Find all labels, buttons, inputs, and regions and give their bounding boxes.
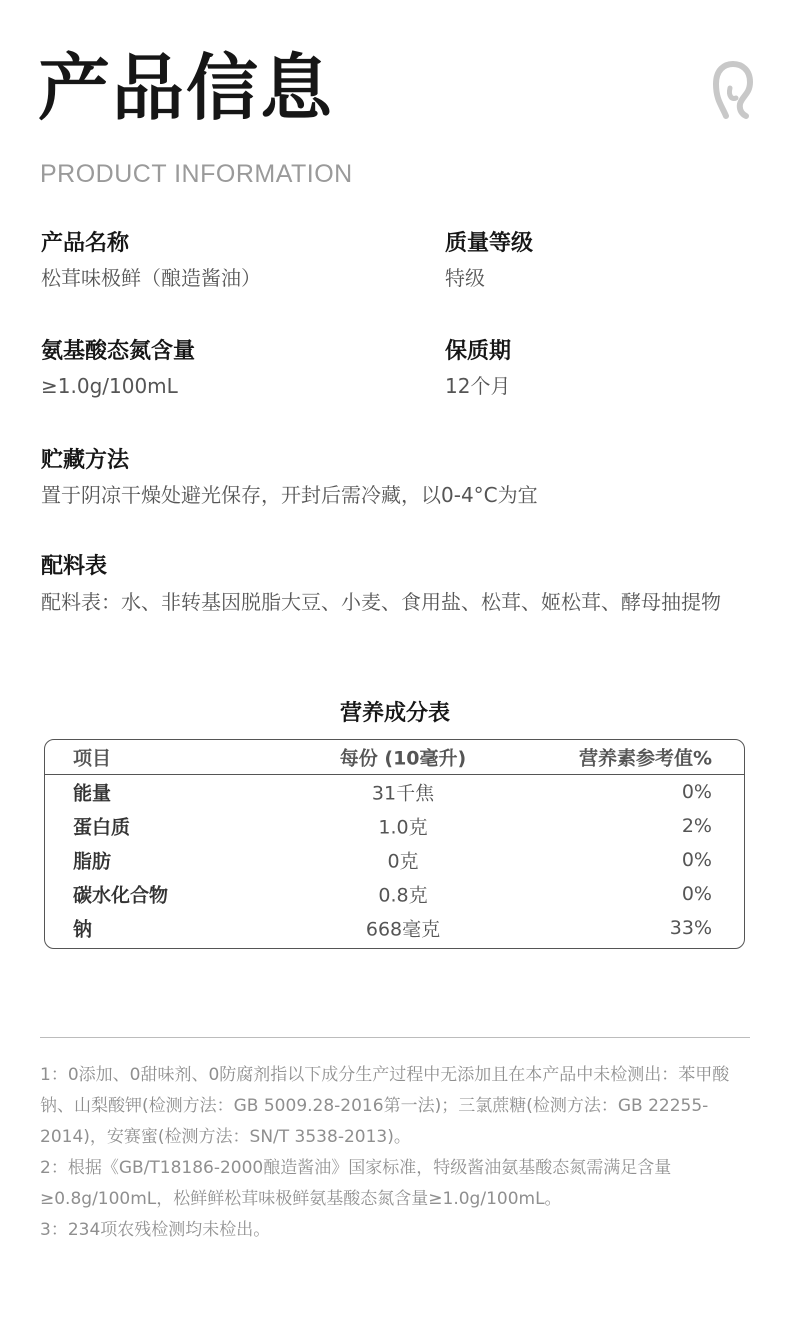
table-row	[45, 775, 744, 809]
row-per-serving: 0克	[387, 850, 419, 873]
product-name-label: 产品名称	[41, 231, 130, 256]
shelf-life-field	[445, 337, 511, 401]
row-per-serving: 31千焦	[371, 782, 435, 805]
amino-nitrogen-value: ≥1.0g/100mL	[41, 374, 178, 398]
header-nrv: 营养素参考值%	[578, 747, 712, 770]
row-item: 钠	[73, 918, 93, 941]
brand-logo-icon	[712, 60, 754, 120]
product-name-value: 松茸味极鲜（酿造酱油）	[41, 266, 261, 290]
row-per-serving: 668毫克	[365, 918, 441, 941]
page-subtitle: PRODUCT INFORMATION	[40, 160, 353, 188]
footnote-divider	[40, 1037, 750, 1038]
table-row	[45, 809, 744, 843]
grade-field	[445, 229, 533, 293]
shelf-life-label: 保质期	[445, 339, 512, 364]
page-title: 产品信息	[38, 46, 335, 130]
ingredients-field	[41, 552, 753, 618]
shelf-life-value: 12个月	[445, 374, 511, 398]
row-item: 脂肪	[73, 850, 112, 873]
table-row	[45, 843, 744, 877]
footnote-3: 3：234项农残检测均未检出。	[40, 1220, 271, 1240]
table-row	[45, 911, 744, 945]
storage-value: 置于阴凉干燥处避光保存，开封后需冷藏，以0-4°C为宜	[41, 483, 538, 507]
row-nrv: 0%	[681, 781, 712, 803]
amino-nitrogen-label: 氨基酸态氮含量	[41, 339, 196, 364]
amino-nitrogen-field	[41, 337, 195, 401]
storage-label: 贮藏方法	[41, 448, 130, 473]
ingredients-label: 配料表	[41, 554, 108, 579]
row-per-serving: 0.8克	[378, 884, 428, 907]
row-nrv: 2%	[681, 815, 712, 837]
row-per-serving: 1.0克	[378, 816, 428, 839]
row-item: 碳水化合物	[73, 884, 169, 907]
grade-label: 质量等级	[445, 231, 534, 256]
table-row	[45, 877, 744, 911]
product-name-field	[41, 229, 261, 293]
row-item: 蛋白质	[73, 816, 131, 839]
footnotes	[40, 1060, 752, 1246]
nutrition-table-title: 营养成分表	[339, 701, 450, 726]
ingredients-value: 配料表：水、非转基因脱脂大豆、小麦、食用盐、松茸、姬松茸、酵母抽提物	[41, 590, 721, 614]
grade-value: 特级	[445, 266, 485, 290]
row-nrv: 33%	[669, 917, 712, 939]
row-nrv: 0%	[681, 883, 712, 905]
header-per-serving: 每份 (10毫升)	[339, 747, 467, 770]
row-item: 能量	[73, 782, 112, 805]
nutrition-table	[44, 739, 745, 949]
footnote-2: 2：根据《GB/T18186-2000酿造酱油》国家标准，特级酱油氨基酸态氮需满足含量≥0.8g/100mL，松鲜鲜松茸味极鲜氨基酸态氮含量≥1.0g/100mL。	[40, 1158, 672, 1209]
row-nrv: 0%	[681, 849, 712, 871]
nutrition-table-header	[45, 740, 744, 775]
footnote-1: 1：0添加、0甜味剂、0防腐剂指以下成分生产过程中无添加且在本产品中未检测出：苯甲酸钠、山梨酸钾(检测方法：GB 5009.28-2016第一法)；三氯蔗糖(检测方法：GB 22255-2014)，安赛蜜(检测方法：SN/T 3538-2013)。	[40, 1065, 730, 1147]
storage-field	[41, 446, 538, 510]
header-item: 项目	[73, 747, 112, 770]
